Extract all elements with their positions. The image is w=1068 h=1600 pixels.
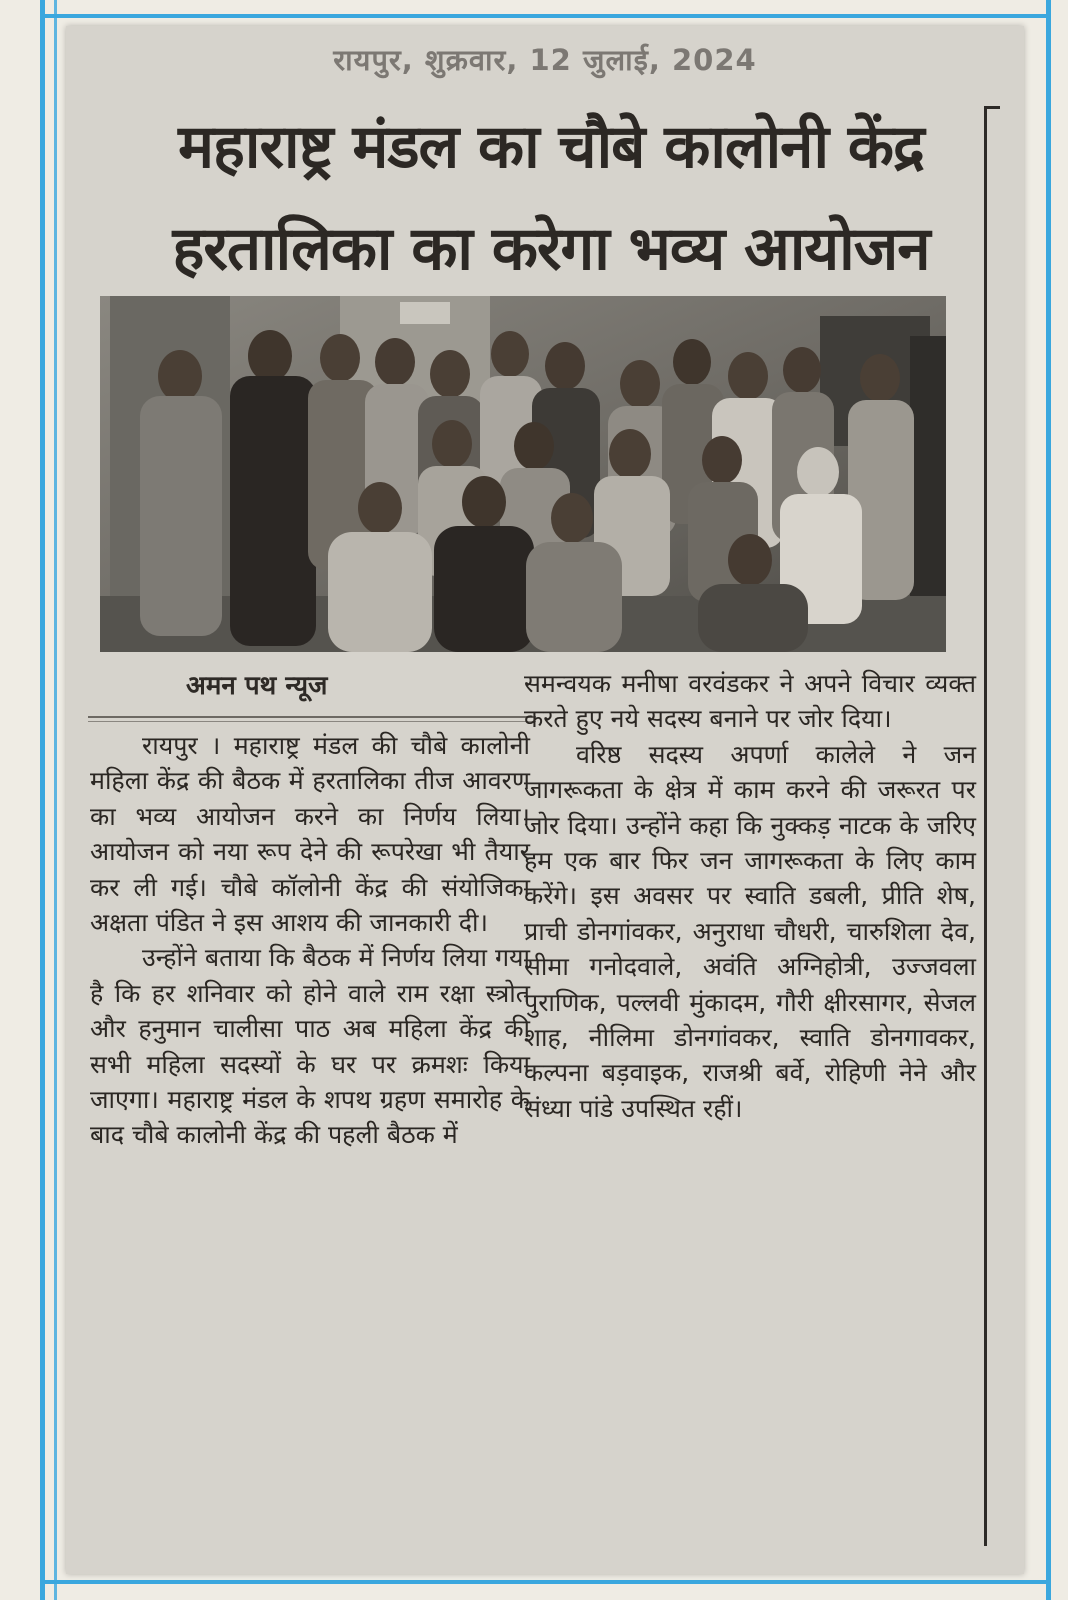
group-photo-illustration — [100, 296, 946, 652]
blue-border-top — [40, 14, 1051, 18]
byline-rule — [88, 716, 536, 718]
blue-border-left-inner — [54, 0, 57, 1600]
blue-border-bottom — [40, 1580, 1051, 1584]
blue-border-right — [1046, 0, 1051, 1600]
paragraph: उन्होंने बताया कि बैठक में निर्णय लिया गया है कि हर शनिवार को होने वाले राम रक्षा स्त्रोत और हनुमान चालीसा पाठ अब महिला केंद्र की सभी महिला सदस्यों के घर पर क्रमशः किया जाएगा। महाराष्ट्र मंडल के शपथ ग्रहण समारोह के बाद चौबे कालोनी केंद्र की पहली बैठक में — [90, 943, 530, 1150]
group-photo — [100, 296, 946, 652]
paragraph: रायपुर । महाराष्ट्र मंडल की चौबे कालोनी महिला केंद्र की बैठक में हरतालिका तीज आवरण का भव्य आयोजन करने का निर्णय लिया।आयोजन को नया रूप देने की रूपरेखा भी तैयार कर ली गई। चौबे कॉलोनी केंद्र की संयोजिका अक्षता पंडित ने इस आशय की जानकारी दी। — [90, 731, 530, 938]
byline: अमन पथ न्यूज — [186, 671, 328, 701]
headline-line-1: महाराष्ट्र मंडल का चौबे कालोनी केंद्र — [178, 112, 924, 182]
paragraph: समन्वयक मनीषा वरवंडकर ने अपने विचार व्यक्त करते हुए नये सदस्य बनाने पर जोर दिया। — [524, 669, 976, 734]
article-column-right — [524, 666, 976, 1126]
column-rule-tick — [984, 106, 1000, 109]
dateline: रायपुर, शुक्रवार, 12 जुलाई, 2024 — [333, 43, 757, 77]
byline-rule-secondary — [88, 721, 536, 722]
paragraph: वरिष्ठ सदस्य अपर्णा कालेले ने जन जागरूकता के क्षेत्र में काम करने की जरूरत पर जोर दिया। उन्होंने कहा कि नुक्कड़ नाटक के जरिए हम एक बार फिर जन जागरूकता के लिए काम करेंगे। इस अवसर पर स्वाति डबली, प्रीति शेष, प्राची डोनगांवकर, अनुराधा चौधरी, चारुशिला देव, सीमा गनोदवाले, अवंति अग्निहोत्री, उज्जवला पुराणिक, पल्लवी मुंकादम, गौरी क्षीरसागर, सेजल शाह, नीलिमा डोनगांवकर, स्वाति डोनगावकर, कल्पना बड़वाइक, राजश्री बर्वे, रोहिणी नेने और संध्या पांडे उपस्थित रहीं। — [524, 739, 976, 1123]
column-rule-right — [984, 106, 987, 1546]
article-column-left — [90, 728, 530, 1153]
newspaper-clipping — [66, 26, 1024, 1574]
blue-border-left — [40, 0, 45, 1600]
headline-line-2: हरतालिका का करेगा भव्य आयोजन — [172, 214, 930, 284]
